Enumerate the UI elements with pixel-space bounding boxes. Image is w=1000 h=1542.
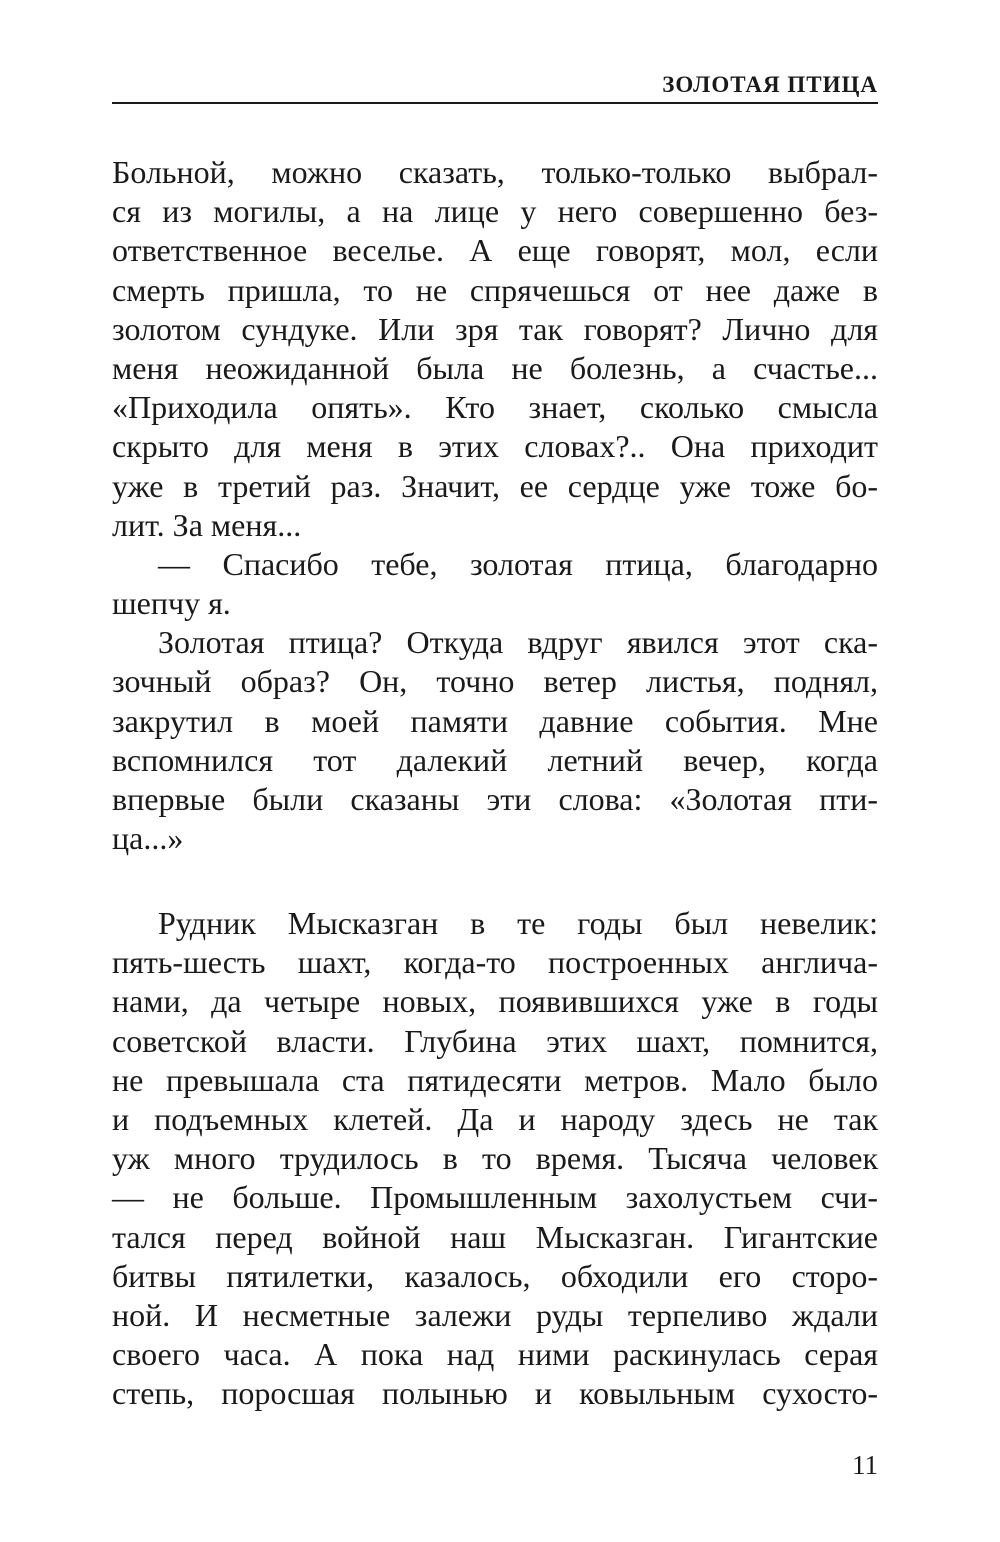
text-line: лит. За меня... <box>112 506 302 543</box>
text-line: скрыто для меня в этих словах?.. Она приходит <box>112 428 878 465</box>
text-line: меня неожиданной была не болезнь, а счастье... <box>112 349 878 386</box>
text-line: своего часа. А пока над ними раскинулась серая <box>112 1336 878 1373</box>
text-line: ца...» <box>112 820 184 857</box>
body-text-section-2 <box>112 904 878 1413</box>
chapter-title: ЗОЛОТАЯ ПТИЦА <box>662 72 878 97</box>
text-line: уж много трудилось в то время. Тысяча человек <box>112 1140 878 1177</box>
text-line: — не больше. Промышленным захолустьем счи- <box>112 1179 878 1216</box>
text-line: уже в третий раз. Значит, ее сердце уже тоже бо- <box>112 467 878 504</box>
body-text-section-1 <box>112 153 878 858</box>
text-line: ответственное веселье. А еще говорят, мол, если <box>112 232 878 269</box>
text-line: смерть пришла, то не спрячешься от нее даже в <box>112 271 878 308</box>
text-line: и подъемных клетей. Да и народу здесь не так <box>112 1100 878 1137</box>
text-line: советской власти. Глубина этих шахт, помнится, <box>112 1022 878 1059</box>
running-header <box>112 70 878 104</box>
text-line: Больной, можно сказать, только-только выбрал- <box>112 154 878 190</box>
text-line: тался перед войной наш Мысказган. Гигантские <box>112 1218 878 1255</box>
text-line: ся из могилы, а на лице у него совершенно без- <box>112 193 878 230</box>
text-line: пять-шесть шахт, когда-то построенных англича- <box>112 944 878 981</box>
text-line: вспомнился тот далекий летний вечер, когда <box>112 741 878 778</box>
text-line: «Приходила опять». Кто знает, сколько смысла <box>112 389 878 426</box>
text-line: Золотая птица? Откуда вдруг явился этот ска- <box>158 624 878 661</box>
text-line: закрутил в моей памяти давние события. Мне <box>112 702 878 739</box>
text-line: степь, поросшая полынью и ковыльным сухосто- <box>112 1375 878 1412</box>
text-line: Рудник Мысказган в те годы был невелик: <box>158 905 878 941</box>
text-line: — Спасибо тебе, золотая птица, благодарно <box>158 545 878 582</box>
text-line: нами, да четыре новых, появившихся уже в годы <box>112 983 878 1020</box>
text-line: шепчу я. <box>112 585 231 622</box>
text-line: впервые были сказаны эти слова: «Золотая пти- <box>112 781 878 817</box>
text-line: зочный образ? Он, точно ветер листья, поднял, <box>112 663 878 700</box>
text-line: битвы пятилетки, казалось, обходили его сторо- <box>112 1257 878 1294</box>
text-line: ной. И несметные залежи руды терпеливо ждали <box>112 1296 878 1333</box>
text-line: золотом сундуке. Или зря так говорят? Лично для <box>112 310 878 347</box>
page-number: 11 <box>852 1450 878 1480</box>
text-line: не превышала ста пятидесяти метров. Мало было <box>112 1061 878 1098</box>
